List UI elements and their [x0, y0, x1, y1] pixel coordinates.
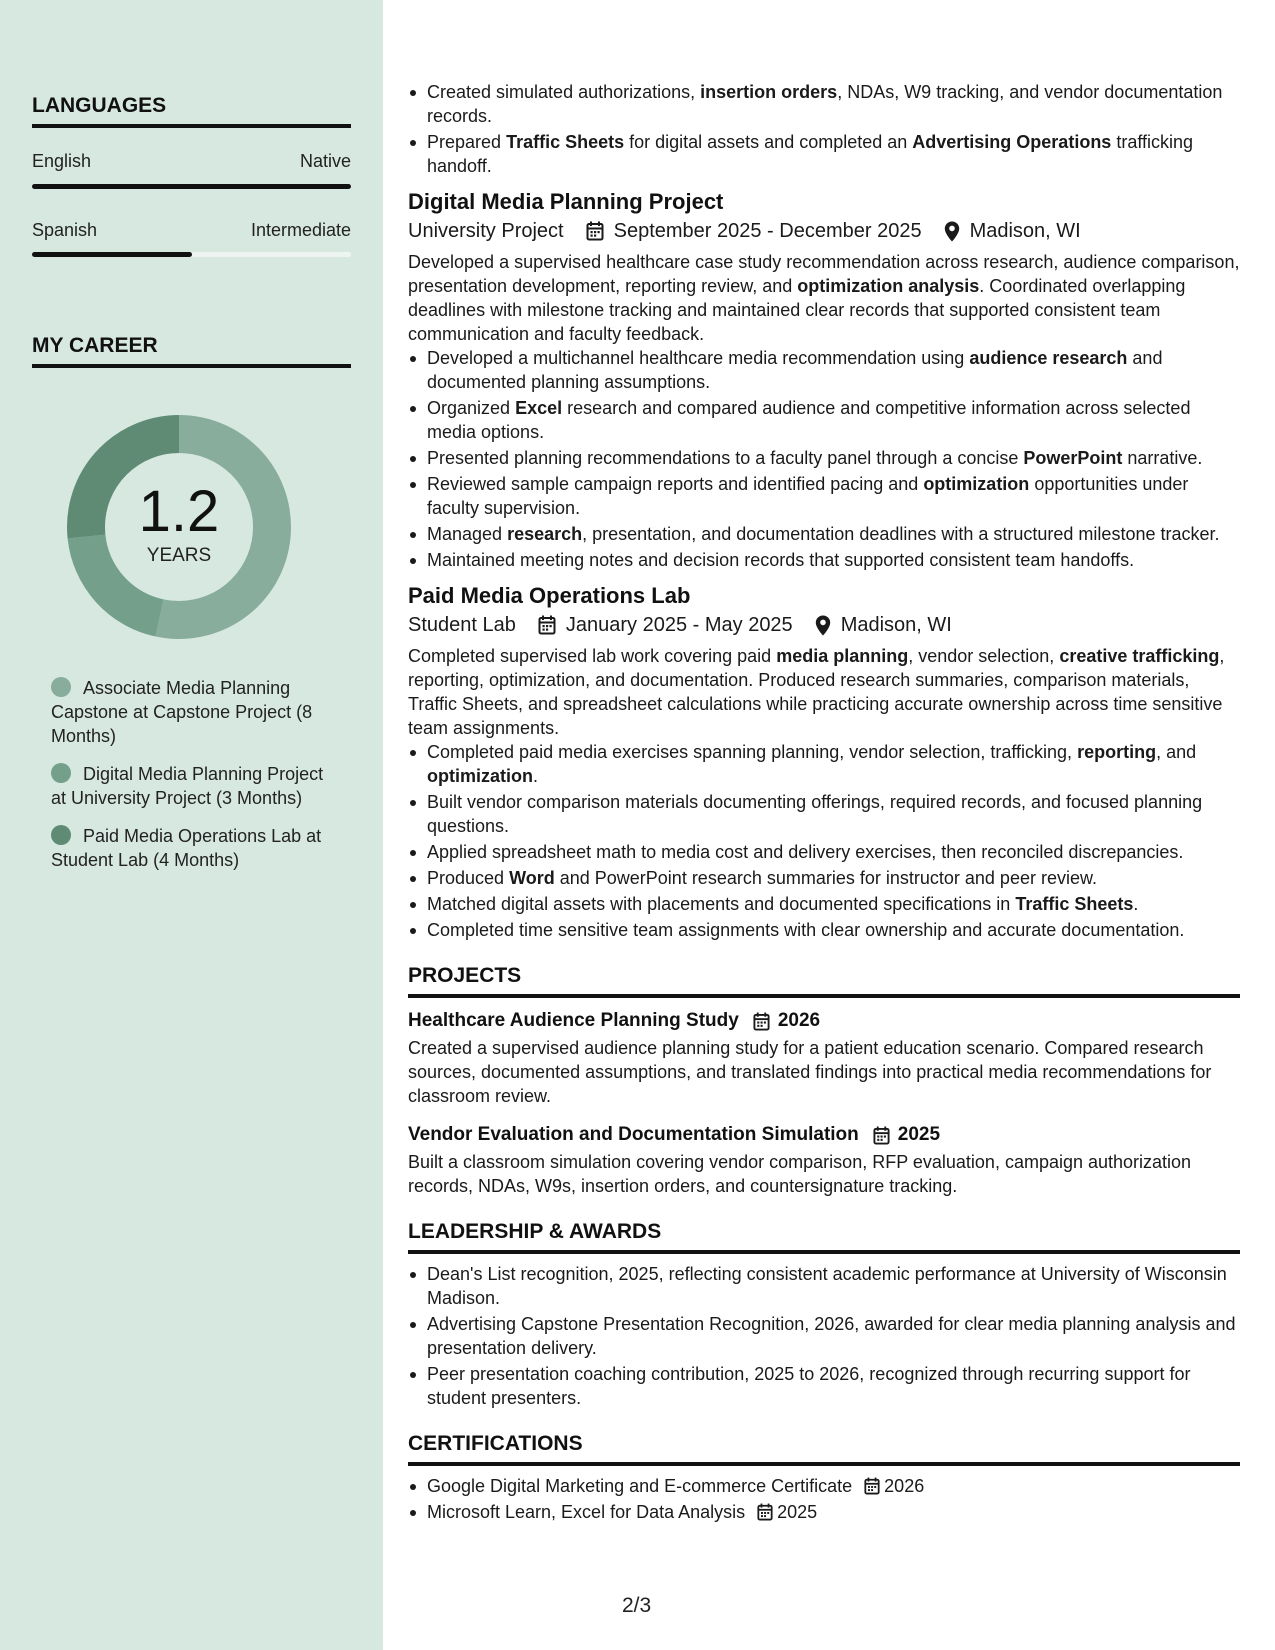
main-content: [408, 80, 1240, 1526]
experience-entry: [408, 582, 1240, 942]
language-name: English: [32, 151, 92, 171]
career-item: [51, 762, 331, 810]
career-heading: MY CAREER: [32, 334, 351, 368]
career-dot: [51, 825, 71, 845]
experience-org: Student Lab: [408, 614, 516, 636]
experience-meta: [408, 216, 1240, 246]
calendar-icon: [757, 1503, 773, 1521]
career-list: [51, 676, 331, 886]
experience-bullets: [408, 740, 1240, 942]
project-description: Built a classroom simulation covering vendor comparison, RFP evaluation, campaign authorization records, NDAs, W9s, insertion orders, and countersignature tracking.: [408, 1152, 1192, 1196]
language-level: Intermediate: [250, 220, 351, 240]
page-number: 2/3: [622, 1594, 652, 1617]
certification-item: [408, 1474, 1240, 1498]
certification-item: [408, 1500, 1240, 1524]
language-bar-spanish: [32, 252, 351, 257]
calendar-icon: [538, 615, 556, 635]
bullet-item: Built vendor comparison materials documenting offerings, required records, and focused planning questions.: [408, 790, 1240, 838]
calendar-icon: [586, 221, 604, 241]
language-row-spanish: [32, 220, 351, 241]
bullet-item: Developed a multichannel healthcare media recommendation using audience research and documented planning assumptions.: [408, 346, 1240, 394]
experience-description: Completed supervised lab work covering paid media planning, vendor selection, creative trafficking, reporting, optimization, and documentation. Produced research summaries, comparison materials, Traffic Sheets, and spreadsheet calculations while practicing accurate ownership across time sensitive team assignments.: [408, 646, 1225, 738]
career-item: [51, 676, 331, 748]
experience-dates: January 2025 - May 2025: [565, 614, 793, 636]
map-pin-icon: [944, 221, 960, 242]
experience-dates: September 2025 - December 2025: [613, 220, 922, 242]
project-entry: [408, 1122, 1240, 1198]
bullet-item: Organized Excel research and compared audience and competitive information across selected media options.: [408, 396, 1240, 444]
leadership-heading: LEADERSHIP & AWARDS: [408, 1218, 1240, 1254]
career-total-years: 1.2: [138, 479, 220, 544]
certifications-list: [408, 1474, 1240, 1524]
certification-name: Google Digital Marketing and E-commerce Certificate: [427, 1476, 853, 1496]
project-year: 2025: [897, 1124, 941, 1145]
calendar-icon: [864, 1477, 880, 1495]
bullet-item: Completed paid media exercises spanning planning, vendor selection, trafficking, reporting, and optimization.: [408, 740, 1240, 788]
experience-org: University Project: [408, 220, 564, 242]
sidebar: [0, 0, 383, 1650]
certification-year: 2025: [777, 1502, 818, 1522]
languages-heading: LANGUAGES: [32, 94, 351, 128]
bullet-item: Advertising Capstone Presentation Recognition, 2026, awarded for clear media planning analysis and presentation delivery.: [408, 1312, 1240, 1360]
certification-name: Microsoft Learn, Excel for Data Analysis: [427, 1502, 746, 1522]
map-pin-icon: [815, 615, 831, 636]
career-item-text: Digital Media Planning Project at University Project (3 Months): [51, 764, 324, 808]
bullet-item: Completed time sensitive team assignments with clear ownership and accurate documentation.: [408, 918, 1240, 942]
experience-location: Madison, WI: [840, 614, 952, 636]
leadership-bullets: [408, 1262, 1240, 1410]
career-donut-chart: [66, 414, 292, 640]
experience-title: Paid Media Operations Lab: [408, 583, 691, 608]
project-entry: [408, 1008, 1240, 1108]
experience-entry: [408, 188, 1240, 572]
language-bar-english: [32, 184, 351, 189]
certifications-heading: CERTIFICATIONS: [408, 1430, 1240, 1466]
career-item-text: Associate Media Planning Capstone at Capstone Project (8 Months): [51, 678, 313, 746]
certification-year: 2026: [884, 1476, 925, 1496]
bullet-item: Applied spreadsheet math to media cost and delivery exercises, then reconciled discrepancies.: [408, 840, 1240, 864]
career-dot: [51, 677, 71, 697]
experience-meta: [408, 610, 1240, 640]
experience-continued-bullets: [408, 80, 1240, 178]
bullet-item: Created simulated authorizations, insertion orders, NDAs, W9 tracking, and vendor documentation records.: [408, 80, 1240, 128]
bullet-item: Produced Word and PowerPoint research summaries for instructor and peer review.: [408, 866, 1240, 890]
project-year: 2026: [777, 1010, 821, 1031]
experience-description: Developed a supervised healthcare case study recommendation across research, audience comparison, presentation development, reporting review, and optimization analysis. Coordinated overlapping deadlines with milestone tracking and maintained clear records that supported consistent team communication and faculty feedback.: [408, 252, 1240, 344]
language-bar-fill: [32, 184, 351, 189]
career-item: [51, 824, 331, 872]
language-level: Native: [299, 151, 351, 171]
bullet-item: Prepared Traffic Sheets for digital assets and completed an Advertising Operations trafficking handoff.: [408, 130, 1240, 178]
language-bar-fill: [32, 252, 192, 257]
bullet-item: Reviewed sample campaign reports and identified pacing and optimization opportunities under faculty supervision.: [408, 472, 1240, 520]
experience-bullets: [408, 346, 1240, 572]
career-unit: YEARS: [146, 545, 212, 566]
language-row-english: [32, 151, 351, 172]
experience-title: Digital Media Planning Project: [408, 189, 724, 214]
bullet-item: Dean's List recognition, 2025, reflecting consistent academic performance at University of Wisconsin Madison.: [408, 1262, 1240, 1310]
calendar-icon: [873, 1126, 890, 1145]
project-title: Vendor Evaluation and Documentation Simulation: [408, 1124, 859, 1145]
calendar-icon: [753, 1012, 770, 1031]
bullet-item: Peer presentation coaching contribution, 2025 to 2026, recognized through recurring support for student presenters.: [408, 1362, 1240, 1410]
projects-heading: PROJECTS: [408, 962, 1240, 998]
bullet-item: Matched digital assets with placements and documented specifications in Traffic Sheets.: [408, 892, 1240, 916]
language-name: Spanish: [32, 220, 98, 240]
career-dot: [51, 763, 71, 783]
career-item-text: Paid Media Operations Lab at Student Lab (4 Months): [51, 826, 322, 870]
project-description: Created a supervised audience planning study for a patient education scenario. Compared research sources, documented assumptions, and translated findings into practical media recommendations for classroom review.: [408, 1038, 1212, 1106]
bullet-item: Maintained meeting notes and decision records that supported consistent team handoffs.: [408, 548, 1240, 572]
experience-location: Madison, WI: [969, 220, 1081, 242]
project-title: Healthcare Audience Planning Study: [408, 1010, 739, 1031]
bullet-item: Presented planning recommendations to a faculty panel through a concise PowerPoint narrative.: [408, 446, 1240, 470]
bullet-item: Managed research, presentation, and documentation deadlines with a structured milestone tracker.: [408, 522, 1240, 546]
